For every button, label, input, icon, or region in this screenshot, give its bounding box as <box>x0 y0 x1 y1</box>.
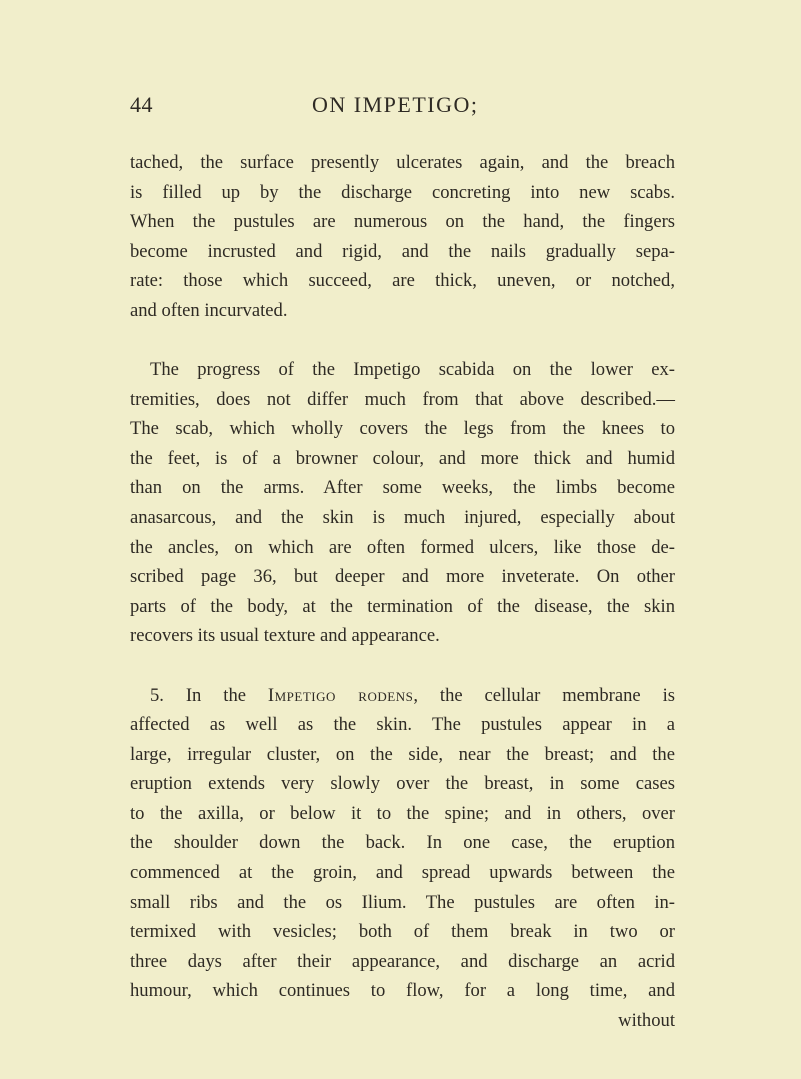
paragraph <box>130 148 675 325</box>
text-line: When the pustules are numerous on the hand, the fingers <box>130 211 675 233</box>
text-line: large, irregular cluster, on the side, near the breast; and the <box>130 743 675 765</box>
running-head: ON IMPETIGO; <box>312 92 479 117</box>
text-line: is filled up by the discharge concreting into new scabs. <box>130 181 675 203</box>
text-run: , the cellular membrane is <box>413 684 675 706</box>
text-line: than on the arms. After some weeks, the limbs become <box>130 477 675 499</box>
text-line: and often incurvated. <box>130 299 288 321</box>
text-line: termixed with vesicles; both of them break in two or <box>130 921 675 943</box>
text-line: eruption extends very slowly over the breast, in some cases <box>130 773 675 795</box>
text-line: recovers its usual texture and appearance. <box>130 625 440 647</box>
text-line: affected as well as the skin. The pustules appear in a <box>130 714 675 736</box>
text-line: tached, the surface presently ulcerates again, and the breach <box>130 152 675 173</box>
text-line: anasarcous, and the skin is much injured, especially about <box>130 507 675 529</box>
text-line: the ancles, on which are often formed ulcers, like those de- <box>130 536 675 558</box>
paragraph-gap <box>130 325 675 355</box>
text-line <box>130 681 675 711</box>
text-line: rate: those which succeed, are thick, uneven, or notched, <box>130 270 675 292</box>
term-impetigo-rodens: Impetigo rodens <box>267 684 414 706</box>
text-line: three days after their appearance, and discharge an acrid <box>130 950 675 972</box>
text-line: the shoulder down the back. In one case, the eruption <box>130 832 675 854</box>
text-run: 5. In the <box>150 684 268 706</box>
text-line: tremities, does not differ much from that above described.— <box>130 388 675 410</box>
text-line: become incrusted and rigid, and the nails gradually sepa- <box>130 240 675 262</box>
text-line: small ribs and the os Ilium. The pustules are often in- <box>130 891 675 913</box>
text-line: the feet, is of a browner colour, and more thick and humid <box>130 447 675 469</box>
text-line: The progress of the Impetigo scabida on the lower ex- <box>150 359 675 381</box>
paragraph <box>130 355 675 650</box>
catchword: without <box>618 1009 675 1031</box>
paragraph-gap <box>130 651 675 681</box>
text-line: scribed page 36, but deeper and more inveterate. On other <box>130 566 675 588</box>
page-header <box>130 92 675 126</box>
paragraph <box>130 681 675 1006</box>
body-text <box>130 148 675 1035</box>
text-line: humour, which continues to flow, for a long time, and <box>130 980 675 1002</box>
page-number: 44 <box>130 92 153 117</box>
text-line: to the axilla, or below it to the spine; and in others, over <box>130 802 675 824</box>
text-line: The scab, which wholly covers the legs from the knees to <box>130 418 675 440</box>
text-line: commenced at the groin, and spread upwards between the <box>130 862 675 884</box>
text-line: parts of the body, at the termination of the disease, the skin <box>130 595 675 617</box>
